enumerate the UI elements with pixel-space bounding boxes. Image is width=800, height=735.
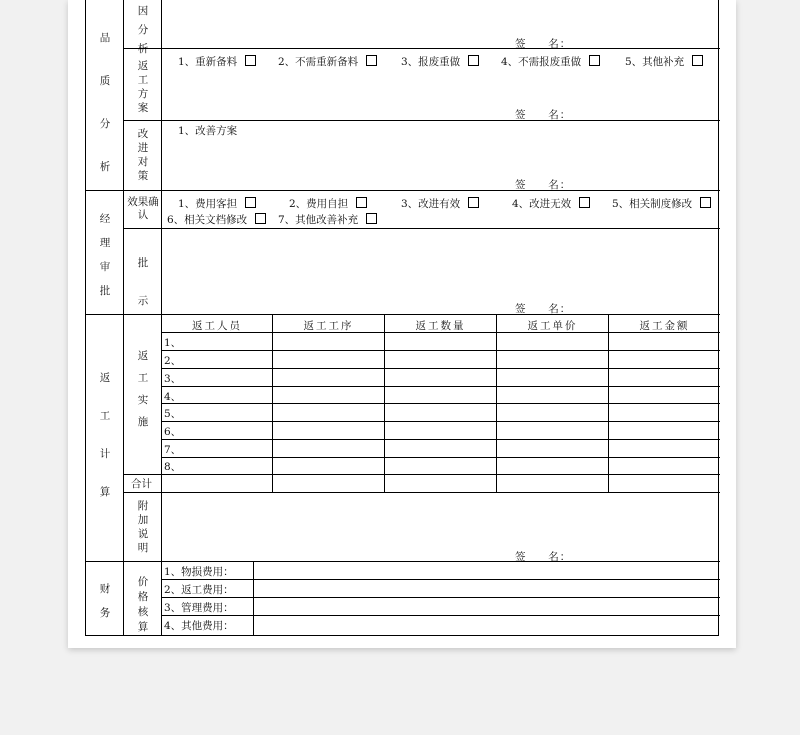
improvement-text: 1、改善方案 (178, 125, 238, 137)
approval-label: 批示 (137, 257, 149, 307)
table-row: 6、 (164, 426, 182, 438)
checkbox-icon[interactable] (366, 213, 377, 224)
col-rework-quantity: 返工数量 (415, 320, 466, 332)
checkbox-icon[interactable] (589, 55, 600, 66)
rework-plan-sign: 签 名： (515, 109, 572, 121)
effect-option-1[interactable]: 1、费用客担 (178, 196, 256, 211)
rework-plan-option-3[interactable]: 3、报废重做 (401, 54, 479, 69)
checkbox-icon[interactable] (579, 197, 590, 208)
cause-analysis-label: 因分析 (137, 5, 149, 55)
effect-option-4[interactable]: 4、改进无效 (512, 196, 590, 211)
finance-item: 4、其他费用： (164, 620, 234, 632)
effect-option-2[interactable]: 2、费用自担 (289, 196, 367, 211)
rework-plan-option-1[interactable]: 1、重新备料 (178, 54, 256, 69)
finance-item: 3、管理费用： (164, 602, 234, 614)
checkbox-icon[interactable] (468, 197, 479, 208)
rework-calc-label: 返工计算 (99, 372, 111, 498)
table-row: 2、 (164, 355, 182, 367)
notes-sign: 签 名： (515, 551, 572, 563)
rework-form-table (85, 0, 719, 636)
effect-option-7[interactable]: 7、其他改善补充 (278, 212, 377, 227)
col-rework-amount: 返工金额 (639, 320, 690, 332)
checkbox-icon[interactable] (700, 197, 711, 208)
rework-plan-option-5[interactable]: 5、其他补充 (625, 54, 703, 69)
col-rework-unit-price: 返工单价 (527, 320, 578, 332)
price-check-label: 价格核算 (137, 576, 149, 633)
quality-analysis-section (86, 0, 720, 190)
effect-option-6[interactable]: 6、相关文档修改 (167, 212, 266, 227)
table-row: 1、 (164, 337, 182, 349)
checkbox-icon[interactable] (245, 55, 256, 66)
checkbox-icon[interactable] (255, 213, 266, 224)
total-label: 合计 (131, 478, 152, 490)
rework-plan-option-4[interactable]: 4、不需报废重做 (501, 54, 600, 69)
table-row: 3、 (164, 373, 182, 385)
checkbox-icon[interactable] (366, 55, 377, 66)
checkbox-icon[interactable] (468, 55, 479, 66)
improvement-label: 改进对策 (137, 128, 149, 182)
finance-item: 2、返工费用： (164, 584, 234, 596)
table-row: 5、 (164, 408, 182, 420)
quality-analysis-label: 品质分析 (99, 32, 111, 173)
table-row: 4、 (164, 391, 182, 403)
checkbox-icon[interactable] (356, 197, 367, 208)
effect-option-3[interactable]: 3、改进有效 (401, 196, 479, 211)
rework-implementation-label: 返工实施 (137, 350, 149, 428)
checkbox-icon[interactable] (245, 197, 256, 208)
finance-item: 1、物损费用： (164, 566, 234, 578)
improvement-sign: 签 名： (515, 179, 572, 191)
effect-option-5[interactable]: 5、相关制度修改 (612, 196, 711, 211)
table-row: 7、 (164, 444, 182, 456)
effect-confirm-label: 效果确认 (127, 196, 159, 221)
notes-label: 附加说明 (137, 500, 149, 554)
approval-sign: 签 名： (515, 303, 572, 315)
rework-plan-label: 返工方案 (137, 60, 149, 114)
checkbox-icon[interactable] (692, 55, 703, 66)
manager-approval-label: 经理审批 (99, 213, 111, 297)
finance-label: 财务 (99, 583, 111, 619)
cause-analysis-sign: 签 名： (515, 38, 572, 50)
table-row: 8、 (164, 461, 182, 473)
col-rework-process: 返工工序 (303, 320, 354, 332)
col-rework-person: 返工人员 (192, 320, 242, 332)
rework-plan-option-2[interactable]: 2、不需重新备料 (278, 54, 377, 69)
